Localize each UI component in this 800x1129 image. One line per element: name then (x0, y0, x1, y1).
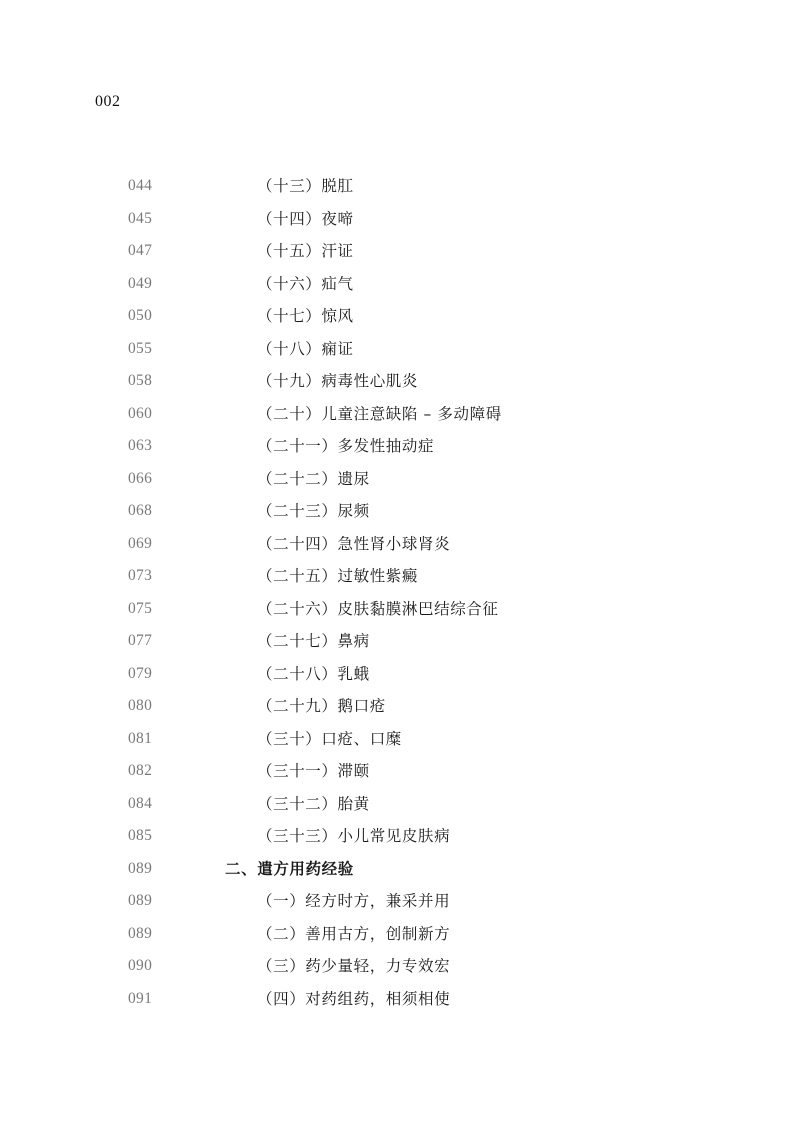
toc-entry-title: （二十）儿童注意缺陷 – 多动障碍 (257, 404, 502, 423)
toc-entry-title: （二十九）鹅口疮 (257, 697, 386, 715)
toc-entry-title: （十三）脱肛 (257, 177, 354, 195)
toc-entry[interactable] (0, 333, 800, 366)
toc-page-number: 066 (128, 469, 153, 487)
toc-page-number: 089 (128, 924, 153, 942)
toc-entry-title: （三）药少量轻，力专效宏 (257, 957, 451, 975)
toc-entry[interactable] (0, 625, 800, 658)
toc-entry[interactable] (0, 658, 800, 691)
toc-page-number: 068 (128, 502, 153, 519)
toc-entry-title: （十七）惊风 (257, 307, 354, 325)
toc-page-number: 075 (128, 599, 153, 617)
toc-entry-title: （四）对药组药，相须相使 (257, 989, 451, 1008)
toc-page-number: 085 (128, 827, 153, 844)
toc-entry-title: （三十）口疮、口糜 (257, 729, 402, 748)
toc-entry[interactable] (0, 950, 800, 983)
toc-entry-title: （十八）痫证 (257, 339, 354, 358)
toc-page-number: 073 (128, 567, 153, 584)
toc-entry[interactable] (0, 560, 800, 593)
toc-entry-title: （二十一）多发性抽动症 (257, 437, 435, 455)
table-of-contents (0, 170, 800, 1015)
toc-entry-title: （二十四）急性肾小球肾炎 (257, 534, 451, 553)
page-number: 002 (95, 93, 121, 110)
toc-entry[interactable] (0, 300, 800, 333)
toc-page-number: 045 (128, 209, 153, 227)
toc-page-number: 081 (128, 729, 153, 747)
toc-page-number: 090 (128, 957, 153, 974)
toc-entry-title: （一）经方时方，兼采并用 (257, 892, 451, 910)
toc-entry[interactable] (0, 463, 800, 496)
toc-entry-title: （二十五）过敏性紫癜 (257, 567, 419, 585)
toc-page-number: 089 (128, 892, 153, 909)
toc-entry[interactable] (0, 235, 800, 268)
toc-entry-title: （二十六）皮肤黏膜淋巴结综合征 (257, 599, 499, 618)
toc-entry-title: （二十八）乳蛾 (257, 664, 370, 683)
toc-page-number: 080 (128, 697, 153, 714)
toc-section-heading[interactable] (0, 853, 800, 886)
toc-page-number: 082 (128, 762, 153, 779)
toc-entry-title: 二、遣方用药经验 (225, 859, 354, 878)
toc-entry-title: （二）善用古方，创制新方 (257, 924, 451, 943)
toc-entry[interactable] (0, 268, 800, 301)
toc-entry-title: （三十二）胎黄 (257, 794, 370, 813)
toc-page-number: 055 (128, 339, 153, 357)
toc-entry[interactable] (0, 690, 800, 723)
toc-entry[interactable] (0, 203, 800, 236)
toc-page-number: 047 (128, 242, 153, 259)
toc-page-number: 084 (128, 794, 153, 812)
toc-entry-title: （三十三）小儿常见皮肤病 (257, 827, 451, 845)
toc-entry[interactable] (0, 495, 800, 528)
toc-entry[interactable] (0, 788, 800, 821)
toc-page-number: 089 (128, 859, 153, 877)
toc-entry[interactable] (0, 365, 800, 398)
toc-entry[interactable] (0, 430, 800, 463)
toc-page-number: 077 (128, 632, 153, 649)
toc-entry-title: （三十一）滞颐 (257, 762, 370, 780)
toc-entry[interactable] (0, 528, 800, 561)
toc-page-number: 049 (128, 274, 153, 292)
toc-entry[interactable] (0, 755, 800, 788)
toc-entry-title: （十四）夜啼 (257, 209, 354, 228)
toc-entry[interactable] (0, 398, 800, 431)
toc-page-number: 063 (128, 437, 153, 454)
toc-entry-title: （十九）病毒性心肌炎 (257, 372, 419, 390)
toc-entry[interactable] (0, 885, 800, 918)
toc-entry-title: （十六）疝气 (257, 274, 354, 293)
toc-page-number: 069 (128, 534, 153, 552)
toc-page-number: 079 (128, 664, 153, 682)
toc-page-number: 044 (128, 177, 153, 194)
toc-entry[interactable] (0, 723, 800, 756)
toc-page-number: 060 (128, 404, 153, 422)
toc-page-number: 058 (128, 372, 153, 389)
toc-entry-title: （十五）汗证 (257, 242, 354, 260)
toc-entry[interactable] (0, 593, 800, 626)
toc-page-number: 050 (128, 307, 153, 324)
toc-entry-title: （二十七）鼻病 (257, 632, 370, 650)
toc-entry-title: （二十二）遗尿 (257, 469, 370, 488)
toc-entry[interactable] (0, 983, 800, 1016)
toc-entry[interactable] (0, 820, 800, 853)
toc-entry[interactable] (0, 918, 800, 951)
toc-entry-title: （二十三）尿频 (257, 502, 370, 520)
toc-entry[interactable] (0, 170, 800, 203)
toc-page-number: 091 (128, 989, 153, 1007)
